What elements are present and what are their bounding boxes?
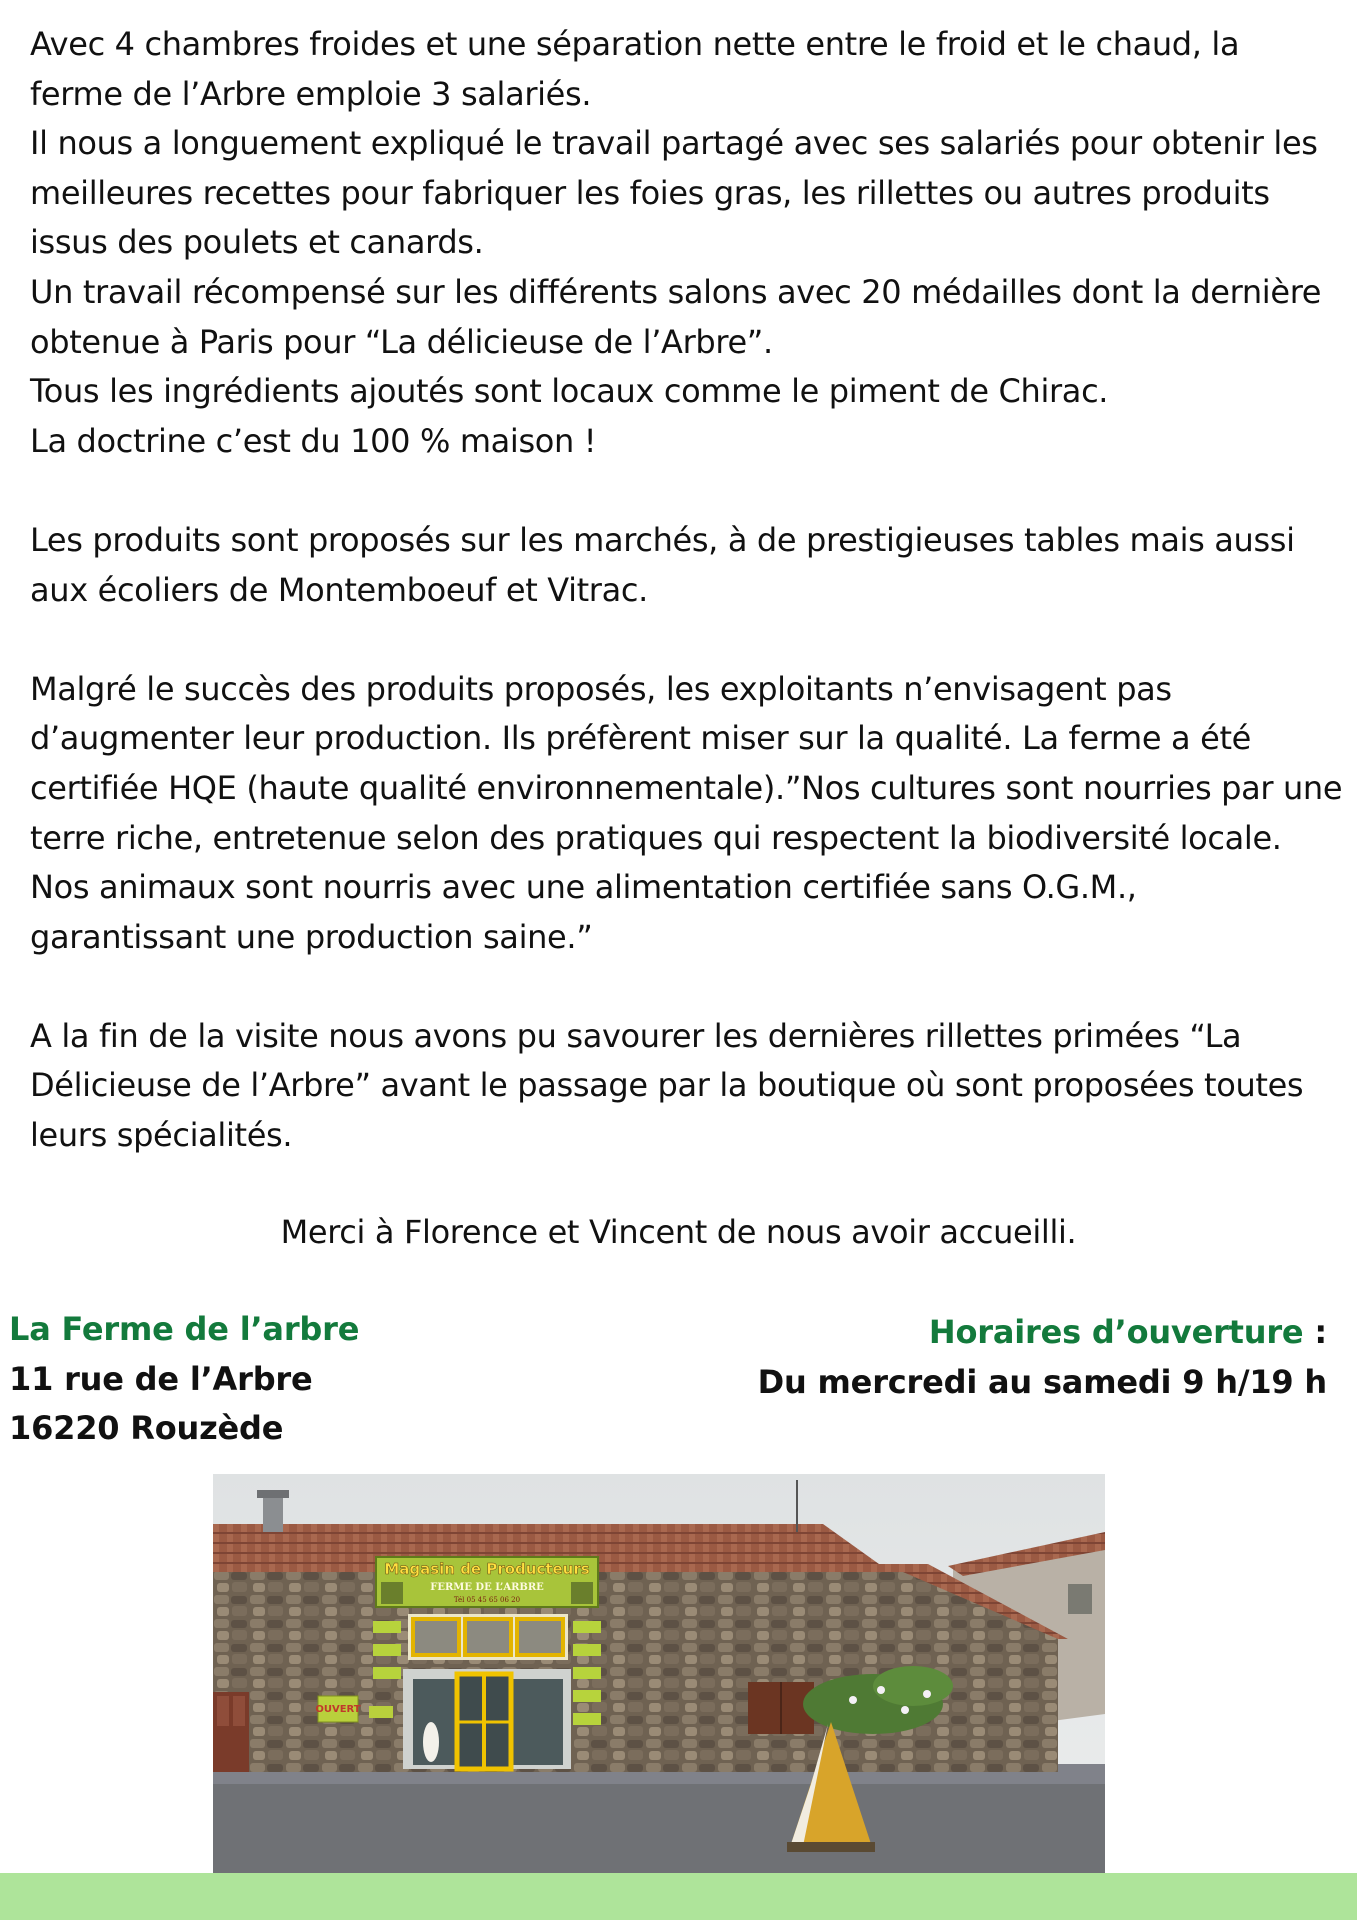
hours-colon: : [1303, 1313, 1327, 1351]
paragraph-2-line-1: Les produits sont proposés sur les marchés, à de prestigieuses tables mais aussi [30, 520, 1295, 559]
paragraph-3-line-5: Nos animaux sont nourris avec une alimentation certifiée sans O.G.M., [30, 868, 1137, 907]
left-door-panel [233, 1696, 245, 1726]
paragraph-3-line-4: terre riche, entretenue selon des pratiques qui respectent la biodiversité locale. [30, 818, 1282, 857]
sign-subtitle: FERME DE L’ARBRE [430, 1582, 544, 1593]
paragraph-1-line-3: Il nous a longuement expliqué le travail partagé avec ses salariés pour obtenir les [30, 124, 1318, 163]
side-panel [573, 1621, 601, 1633]
paragraph-4-line-3: leurs spécialités. [30, 1116, 293, 1155]
side-panel [373, 1621, 401, 1633]
sign-phone: Tél 05 45 65 06 20 [453, 1596, 521, 1604]
shop-window-right [513, 1679, 563, 1765]
side-panel [573, 1667, 601, 1679]
sandwich-board-base [787, 1842, 875, 1852]
upper-window-pane [517, 1619, 563, 1655]
paragraph-1-line-4: meilleures recettes pour fabriquer les foies gras, les rillettes ou autres produits [30, 173, 1270, 212]
footer-band [0, 1873, 1357, 1920]
paragraph-3-line-6: garantissant une production saine.” [30, 917, 593, 956]
paragraph-spacer [30, 615, 1340, 665]
paragraph-3-line-1: Malgré le succès des produits proposés, les exploitants n’envisagent pas [30, 669, 1172, 708]
flower [923, 1690, 931, 1698]
paragraph-1-line-1: Avec 4 chambres froides et une séparation nette entre le froid et le chaud, la [30, 25, 1240, 63]
side-panel [573, 1690, 601, 1702]
paragraph-1-line-6: Un travail récompensé sur les différents salons avec 20 médailles dont la dernière [30, 272, 1322, 311]
farm-name: La Ferme de l’arbre [9, 1310, 360, 1348]
hours-block [758, 1308, 1327, 1407]
flower [849, 1696, 857, 1704]
hours-value: Du mercredi au samedi 9 h/19 h [757, 1362, 1327, 1401]
left-door-panel [217, 1696, 229, 1726]
paragraph-3-line-3: certifiée HQE (haute qualité environnementale).”Nos cultures sont nourries par une [30, 768, 1343, 807]
upper-window-pane [413, 1619, 459, 1655]
sign-title: Magasin de Producteurs [384, 1560, 590, 1578]
upper-window-pane [465, 1619, 511, 1655]
side-panel [373, 1667, 401, 1679]
paragraph-4-line-2: Délicieuse de l’Arbre” avant le passage par la boutique où sont proposées toutes [30, 1066, 1304, 1105]
paragraph-1-line-5: issus des poulets et canards. [30, 223, 484, 262]
side-panel [573, 1644, 601, 1656]
paragraph-3-line-2: d’augmenter leur production. Ils préfèrent miser sur la qualité. La ferme a été [30, 719, 1251, 758]
chimney-cap [257, 1490, 289, 1498]
paragraph-2-line-2: aux écoliers de Montemboeuf et Vitrac. [30, 570, 648, 609]
paragraph-spacer [30, 466, 1340, 516]
hours-label: Horaires d’ouverture [928, 1313, 1304, 1351]
chimney [263, 1494, 283, 1532]
sign-picture-right [571, 1582, 593, 1604]
farm-shop-photo [213, 1474, 1105, 1886]
flower [901, 1706, 909, 1714]
address-city: 16220 Rouzède [9, 1409, 284, 1448]
address-street: 11 rue de l’Arbre [9, 1359, 313, 1398]
small-sign [369, 1706, 393, 1718]
paragraph-1-line-9: La doctrine c’est du 100 % maison ! [30, 421, 597, 460]
address-block [9, 1305, 359, 1454]
paragraph-1-line-7: obtenue à Paris pour “La délicieuse de l’Arbre”. [30, 322, 773, 361]
side-panel [373, 1644, 401, 1656]
hours-heading [758, 1308, 1327, 1358]
thanks-line: Merci à Florence et Vincent de nous avoir accueilli. [280, 1213, 1077, 1251]
neighbour-window [1068, 1584, 1092, 1614]
paragraph-1-line-8: Tous les ingrédients ajoutés sont locaux comme le piment de Chirac. [30, 372, 1109, 411]
climbing-plant [873, 1666, 953, 1706]
paragraph-4-line-1: A la fin de la visite nous avons pu savourer les dernières rillettes primées “La [30, 1016, 1242, 1055]
sign-picture-left [381, 1582, 403, 1604]
paragraph-spacer [30, 962, 1340, 1012]
flower [877, 1686, 885, 1694]
article-body [30, 20, 1343, 1161]
goose-statue [423, 1722, 439, 1762]
paragraph-1-line-2: ferme de l’Arbre emploie 3 salariés. [30, 74, 592, 113]
side-panel [573, 1713, 601, 1725]
open-sign-text: OUVERT [315, 1704, 361, 1715]
